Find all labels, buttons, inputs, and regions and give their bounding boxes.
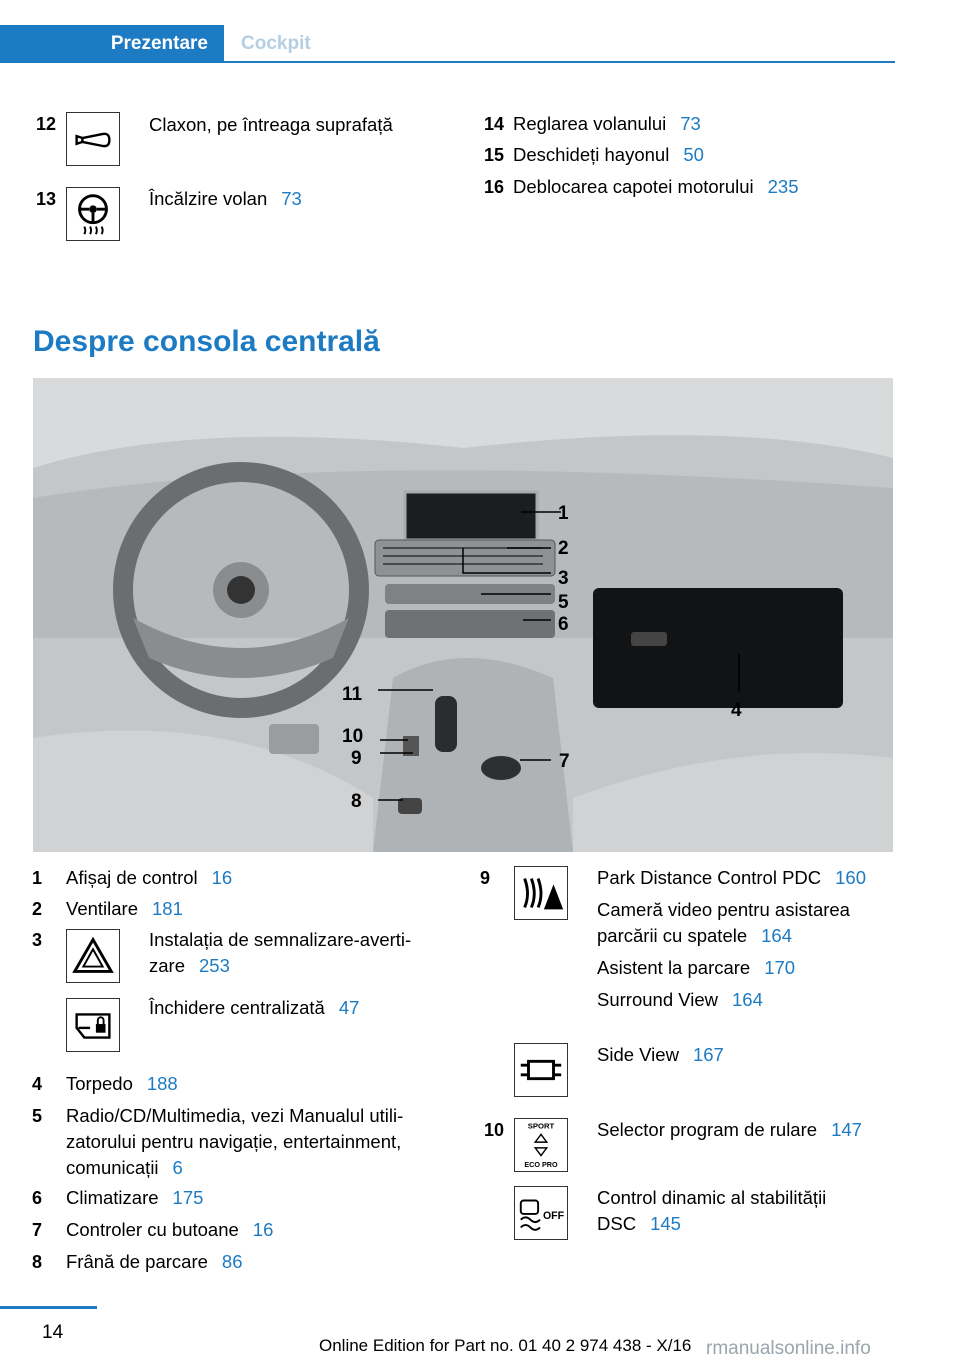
cockpit-drawing [33,378,893,852]
chapter-tabs [0,25,895,63]
item-text-cont: comunicații [66,1157,159,1178]
page-link[interactable]: 164 [761,925,793,946]
item-text: Surround View [597,989,719,1010]
item-text: Selector program de rulare [597,1119,818,1140]
item-text-cont: zatorului pentru navigație, entertainment, [66,1131,402,1152]
item-number: 13 [35,189,56,209]
item-text: Asistent la parcare [597,957,751,978]
item-number: 14 [483,114,504,134]
item-text: Afișaj de control [66,867,198,888]
item-text: Reglarea volanului [513,113,667,134]
page-link[interactable]: 188 [146,1073,178,1094]
callout-7: 7 [559,751,570,772]
page-link[interactable]: 175 [172,1187,204,1208]
tab-prezentare[interactable] [0,25,224,61]
page-link[interactable]: 160 [835,867,867,888]
item-text: Deschideți hayonul [513,144,670,165]
item-text: Radio/CD/Multimedia, vezi Manualul utili- [66,1105,404,1126]
page-link[interactable]: 73 [281,188,302,209]
callout-6: 6 [558,614,569,635]
page-link[interactable]: 86 [221,1251,243,1272]
item-number: 6 [31,1188,42,1208]
page-link[interactable]: 235 [767,176,799,197]
page-link[interactable]: 147 [831,1119,862,1140]
item-number: 1 [31,868,42,888]
icon-label-off: OFF [542,1209,565,1222]
item-number: 12 [35,114,56,134]
item-number: 3 [31,930,42,950]
item-number: 9 [479,868,490,888]
item-text: Cameră video pentru asistarea [597,899,850,920]
central-locking-icon [66,998,120,1052]
item-number: 5 [31,1106,42,1126]
page-link[interactable]: 164 [732,989,763,1010]
icon-label-sport: SPORT [527,1121,555,1131]
callout-5: 5 [558,592,569,613]
item-text-cont: DSC [597,1213,637,1234]
callout-9: 9 [351,748,362,769]
callout-3: 3 [558,568,569,589]
item-number: 2 [31,899,42,919]
item-text: Park Distance Control PDC [597,867,822,888]
item-text: Ventilare [66,898,138,919]
page-link[interactable]: 73 [680,113,701,134]
page-link[interactable]: 50 [683,144,704,165]
page-link[interactable]: 16 [252,1219,274,1240]
page-link[interactable]: 145 [650,1213,681,1234]
callout-10: 10 [342,726,364,747]
page-link[interactable]: 16 [211,867,233,888]
item-text: Frână de parcare [66,1251,208,1272]
item-text: Controler cu butoane [66,1219,239,1240]
page-link[interactable]: 6 [172,1157,183,1178]
page-link[interactable]: 253 [199,955,230,976]
item-number: 4 [31,1074,42,1094]
cockpit-illustration [33,378,893,852]
callout-4: 4 [731,700,742,721]
item-text: Claxon, pe întreaga suprafață [149,114,393,135]
page-number: 14 [42,1322,64,1343]
callout-8: 8 [351,791,362,812]
icon-label-ecopro: ECO PRO [524,1160,558,1170]
hazard-warning-icon [66,929,120,983]
page-link[interactable]: 167 [692,1044,724,1065]
edition-text: Online Edition for Part no. 01 40 2 974 438 - X/16 [319,1336,692,1355]
item-text: Instalația de semnalizare-averti- [149,929,412,950]
item-text: Încălzire volan [149,188,268,209]
callout-11: 11 [342,684,363,705]
page-link[interactable]: 170 [764,957,796,978]
sport-ecopro-icon [514,1118,568,1172]
item-text-cont: parcării cu spatele [597,925,748,946]
item-text: Side View [597,1044,679,1065]
tab-cockpit[interactable]: Cockpit [241,33,311,54]
item-number: 16 [483,177,504,197]
footer-rule [0,1306,97,1309]
item-text: Torpedo [66,1073,133,1094]
item-number: 10 [483,1120,504,1140]
callout-2: 2 [558,538,569,559]
page-link[interactable]: 181 [152,898,183,919]
dsc-off-icon [514,1186,568,1240]
heated-steering-wheel-icon [66,187,120,241]
park-distance-icon [514,866,568,920]
item-text: Închidere centralizată [149,997,325,1018]
item-text-cont: zare [149,955,185,976]
item-text: Deblocarea capotei motorului [513,176,754,197]
item-number: 15 [483,145,504,165]
item-text: Control dinamic al stabilității [597,1187,827,1208]
watermark: rmanualsonline.info [706,1338,871,1359]
item-number: 8 [31,1252,42,1272]
tab-prezentare-label: Prezentare [110,33,208,54]
callout-1: 1 [558,503,569,524]
page-link[interactable]: 47 [338,997,360,1018]
horn-icon [66,112,120,166]
item-text: Climatizare [66,1187,159,1208]
side-view-camera-icon [514,1043,568,1097]
section-heading: Despre consola centrală [33,325,380,358]
item-number: 7 [31,1220,42,1240]
